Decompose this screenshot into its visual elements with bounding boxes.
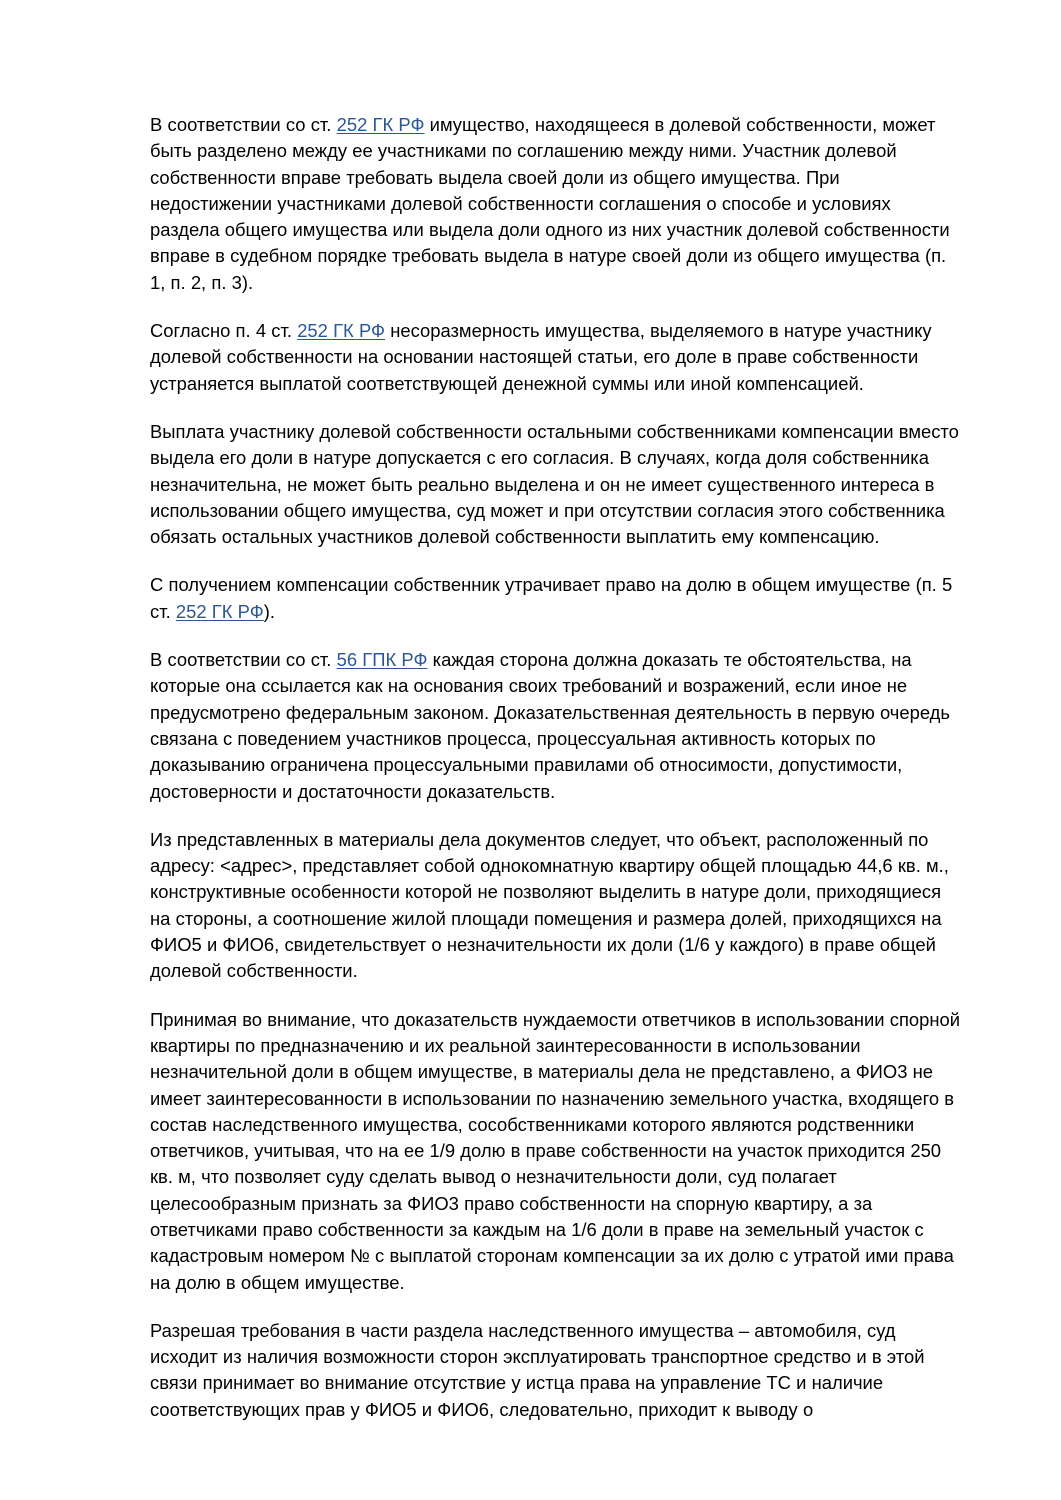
- paragraph-text: В соответствии со ст.: [150, 114, 337, 135]
- paragraph-text: Согласно п. 4 ст.: [150, 320, 298, 342]
- paragraph: [150, 827, 962, 985]
- paragraph-text: Выплата участнику долевой собственности остальными собственниками компенсации вместо выдела его доли в натуре допускается с его согласия. В случаях, когда доля собственника незначительна, не может быть реально выделена и он не имеет существенного интереса в использовании общего имущества, суд может и при отсутствии согласия этого собственника обязать остальных участников долевой собственности выплатить ему компенсацию.: [150, 420, 959, 548]
- paragraph-text: ).: [263, 600, 275, 622]
- paragraph: [150, 1318, 962, 1423]
- legal-reference-link[interactable]: 56 ГПК РФ: [336, 649, 428, 671]
- paragraph: [150, 112, 962, 296]
- paragraph-text: Разрешая требования в части раздела наследственного имущества – автомобиля, суд исходит из наличия возможности сторон эксплуатировать транспортное средство и в этой связи принимает во внимание отсутствие у истца права на управление ТС и наличие соответствующих прав у ФИО5 и ФИО6, следовательно, приходит к выводу о: [150, 1319, 925, 1420]
- paragraph-text: каждая сторона должна доказать те обстоятельства, на которые она ссылается как на основания своих требований и возражений, если иное не предусмотрено федеральным законом. Доказательственная деятельность в первую очередь связана с поведением участников процесса, процессуальная активность которых по доказыванию ограничена процессуальными правилами об относимости, допустимости, достоверности и достаточности доказательств.: [150, 649, 950, 802]
- paragraph-text: Из представленных в материалы дела документов следует, что объект, расположенный по адресу: <адрес>, представляет собой однокомнатную квартиру общей площадью 44,6 кв. м., конструктивные особенности которой не позволяют выделить в натуре доли, приходящиеся на стороны, а соотношение жилой площади помещения и размера долей, приходящихся на ФИО5 и ФИО6, свидетельствует о незначительности их доли (1/6 у каждого) в праве общей долевой собственности.: [150, 828, 949, 982]
- legal-reference-link[interactable]: 252 ГК РФ: [175, 600, 264, 622]
- paragraph: [150, 647, 962, 805]
- paragraph-text: несоразмерность имущества, выделяемого в натуре участнику долевой собственности на основании настоящей статьи, его доле в праве собственности устраняется выплатой соответствующей денежной суммы или иной компенсацией.: [150, 320, 932, 394]
- legal-reference-link[interactable]: 252 ГК РФ: [297, 320, 386, 342]
- paragraph-text: имущество, находящееся в долевой собственности, может быть разделено между ее участниками по соглашению между ними. Участник долевой собственности вправе требовать выдела своей доли из общего имущества. При недостижении участниками долевой собственности соглашения о способе и условиях раздела общего имущества или выдела доли одного из них участник долевой собственности вправе в судебном порядке требовать выдела в натуре своей доли из общего имущества (п. 1, п. 2, п. 3).: [150, 114, 950, 293]
- paragraph: [150, 572, 962, 625]
- paragraph-text: С получением компенсации собственник утрачивает право на долю в общем имуществе (п. 5 ст.: [150, 574, 953, 622]
- legal-reference-link[interactable]: 252 ГК РФ: [336, 114, 425, 135]
- paragraph-text: В соответствии со ст.: [150, 649, 337, 671]
- paragraph: [150, 318, 962, 397]
- paragraph: [150, 1007, 962, 1296]
- paragraph: [150, 419, 962, 550]
- paragraph-text: Принимая во внимание, что доказательств нуждаемости ответчиков в использовании спорной квартиры по предназначению и их реальной заинтересованности в использовании незначительной доли в общем имуществе, в материалы дела не представлено, а ФИО3 не имеет заинтересованности в использовании по назначению земельного участка, входящего в состав наследственного имущества, сособственниками которого являются родственники ответчиков, учитывая, что на ее 1/9 долю в праве собственности на участок приходится 250 кв. м, что позволяет суду сделать вывод о незначительности доли, суд полагает целесообразным признать за ФИО3 право собственности на спорную квартиру, а за ответчиками право собственности за каждым на 1/6 доли в праве на земельный участок с кадастровым номером № с выплатой сторонам компенсации за их долю с утратой ими права на долю в общем имуществе.: [150, 1008, 961, 1293]
- document-text-body: [150, 112, 962, 1423]
